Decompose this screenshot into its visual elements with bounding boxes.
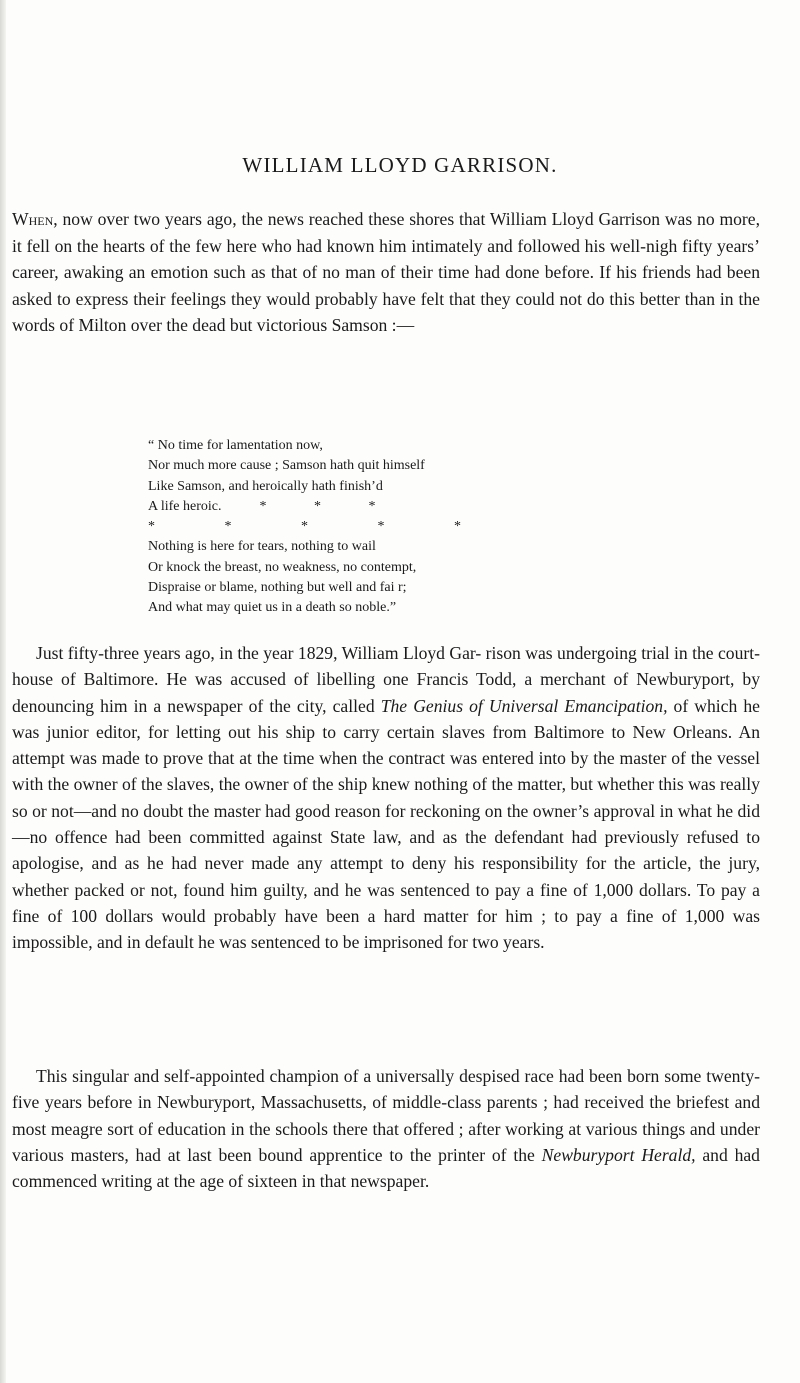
quote-line: “ No time for lamentation now,: [148, 438, 323, 453]
paragraph-opening: [12, 206, 760, 339]
newspaper-title-herald: Newburyport Herald,: [541, 1144, 696, 1165]
paragraph-trial: [12, 640, 760, 956]
opening-word: When,: [12, 209, 58, 229]
paragraph-biography: [12, 1063, 760, 1194]
page-title: WILLIAM LLOYD GARRISON.: [242, 153, 558, 177]
quote-line-with-ellipsis: [148, 497, 668, 517]
paragraph-trial-text-2: of which he was junior editor, for letting out his ship to carry certain slaves from Baltimore to New Orleans. An attempt was made to prove that at the time when the contract was entered into by the master of the vessel with the owner of the slaves, the owner of the ship knew nothing of the matter, but whether this was really so or not—and no doubt the master had good reason for reckoning on the owner’s approval in what he did—no offence had been committed against State law, and as the defendant had previously refused to apologise, and as he had never made any attempt to deny his responsibility for the article, the jury, whether packed or not, found him guilty, and he was sentenced to pay a fine of 1,000 dollars. To pay a fine of 100 dollars would probably have been a hard matter for him ; to pay a fine of 1,000 was impossible, and in default he was sentenced to be imprisoned for two years.: [12, 695, 760, 953]
paragraph-trial-text-1: Just fifty-three years ago, in the year 1829, William Lloyd Gar- rison was undergoing trial in the court-house of Baltimore. He was accused of libelling one Francis Todd, a merchant of Newburyport, by denouncing him in a newspaper of the city, called: [12, 643, 760, 716]
quote-line: Like Samson, and heroically hath finish’d: [148, 478, 383, 494]
quote-line: Nor much more cause ; Samson hath quit himself: [148, 458, 425, 474]
newspaper-title-genius: The Genius of Universal Emancipation,: [380, 695, 668, 716]
ellipsis-stars-row: * * * * *: [148, 519, 494, 535]
ellipsis-stars-inline: * * *: [259, 498, 398, 514]
paragraph-opening-text: now over two years ago, the news reached these shores that William Lloyd Garrison was no more, it fell on the hearts of the few here who had known him intimately and followed his well-nigh fifty years’ career, awaking an emotion such as that of no man of their time had done before. If his friends had been asked to express their feelings they would probably have felt that they could not do this better than in the words of Milton over the dead but victorious Samson :—: [12, 209, 760, 335]
page-edge-shadow: [0, 0, 6, 1383]
quote-line-text: A life heroic.: [148, 498, 222, 514]
quote-line: And what may quiet us in a death so noble.”: [148, 600, 397, 616]
quote-line: Or knock the breast, no weakness, no contempt,: [148, 559, 417, 575]
milton-quotation: [148, 436, 668, 619]
paragraph-biography-text-1: This singular and self-appointed champion of a universally despised race had been born some twenty-five years before in Newburyport, Massachusetts, of middle-class parents ; had received the briefest and most meagre sort of education in the schools there that offered ; after working at various things and under various masters, had at last been bound apprentice to the printer of the: [12, 1066, 760, 1165]
quote-line: Nothing is here for tears, nothing to wail: [148, 539, 376, 555]
quote-line: Dispraise or blame, nothing but well and fai r;: [148, 580, 407, 596]
paragraph-biography-text-2: and had commenced writing at the age of sixteen in that newspaper.: [12, 1144, 760, 1192]
